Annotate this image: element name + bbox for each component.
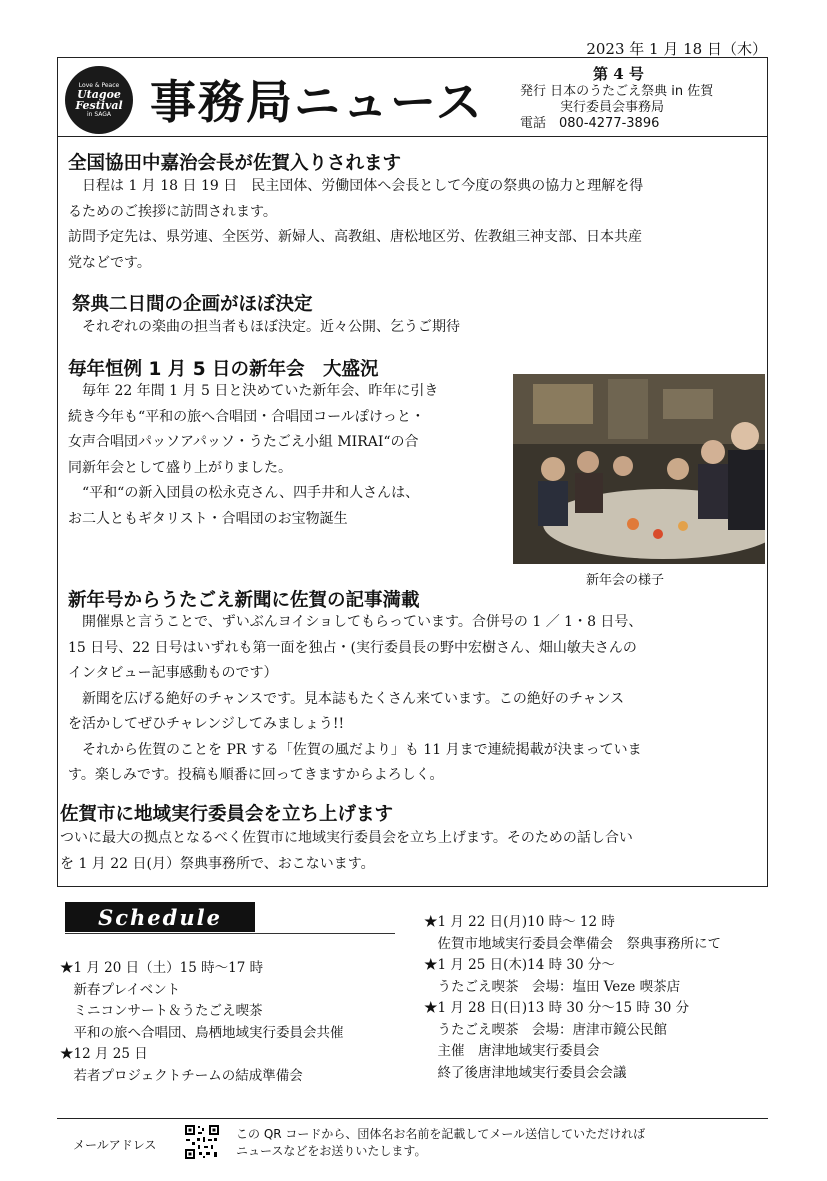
footer-note	[236, 1126, 645, 1160]
text-line: 開催県と言うことで、ずいぶんヨイショしてもらっています。合併号の 1 ／ 1・8 日号、	[68, 614, 643, 630]
text-line: 新聞を広げる絶好のチャンスです。見本誌もたくさん来ています。この絶好のチャンス	[68, 690, 625, 707]
article-title: 祭典二日間の企画がほぼ決定	[72, 294, 313, 315]
text-line: この QR コードから、団体名お名前を記載してメール送信していただければ	[236, 1127, 646, 1141]
schedule-item: 平和の旅へ合唱団、鳥栖地域実行委員会共催	[60, 1024, 344, 1041]
text-line: を活かしてぜひチャレンジしてみましょう!!	[68, 716, 345, 732]
logo-text-3: in SAGA	[86, 111, 112, 118]
text-line: 党などです。	[68, 254, 151, 271]
qr-code-icon[interactable]	[184, 1124, 220, 1160]
article-title: 全国協田中嘉治会長が佐賀入りされます	[68, 153, 402, 174]
text-line: す。楽しみです。投稿も順番に回ってきますからよろしく。	[68, 767, 444, 783]
footer-divider	[57, 1118, 768, 1119]
schedule-item: 新春プレイベント	[60, 981, 181, 998]
publisher-line: 発行 日本のうたごえ祭典 in 佐賀	[520, 84, 714, 99]
text-line: 15 日号、22 日号はいずれも第一面を独占・(実行委員長の野中宏樹さん、畑山敏夫さんの	[68, 639, 637, 656]
phone-number: 電話 080-4277-3896	[520, 116, 660, 131]
issue-number: 第 4 号	[593, 65, 644, 83]
schedule-item: 佐賀市地域実行委員会準備会 祭典事務所にて	[424, 935, 721, 952]
schedule-item: 終了後唐津地域実行委員会会議	[424, 1064, 627, 1081]
article-title: 毎年恒例 1 月 5 日の新年会 大盛況	[68, 359, 379, 380]
article-title: 新年号からうたごえ新聞に佐賀の記事満載	[68, 590, 420, 611]
page-title: 事務局ニュース	[150, 75, 484, 129]
text-line: 女声合唱団パッソアパッソ・うたごえ小組 MIRAI“の合	[68, 434, 419, 450]
schedule-item: ミニコンサート＆うたごえ喫茶	[60, 1003, 263, 1019]
logo-text-2: Utagoe Festival	[75, 88, 123, 112]
text-line: 続き今年も“平和の旅へ合唱団・合唱団コールぽけっと・	[68, 408, 425, 425]
article-body	[68, 610, 642, 789]
article-body	[68, 174, 643, 276]
mail-address-label: メールアドレス	[73, 1138, 157, 1152]
schedule-right-column	[424, 912, 721, 1084]
schedule-item: ★12 月 25 日	[60, 1046, 148, 1062]
text-line: ニュースなどをお送りいたします。	[236, 1144, 427, 1158]
festival-logo	[65, 66, 133, 134]
schedule-item: ★1 月 20 日（土）15 時～17 時	[60, 960, 264, 976]
schedule-left-column	[60, 958, 344, 1087]
issue-date: 2023 年 1 月 18 日（木）	[586, 40, 767, 58]
text-line: るためのご挨拶に訪問されます。	[68, 203, 277, 220]
new-year-party-photo	[513, 374, 765, 564]
schedule-item: ★1 月 28 日(日)13 時 30 分～15 時 30 分	[424, 1000, 690, 1016]
text-line: ついに最大の拠点となるべく佐賀市に地域実行委員会を立ち上げます。そのための話し合い	[60, 830, 633, 846]
article-body	[68, 379, 438, 532]
publisher-line: 実行委員会事務局	[560, 100, 665, 115]
text-line: 訪問予定先は、県労連、全医労、新婦人、高教組、唐松地区労、佐教組三神支部、日本共産	[68, 229, 642, 245]
text-line: “平和“の新入団員の松永克さん、四手井和人さんは、	[68, 485, 420, 501]
schedule-item: 主催 唐津地域実行委員会	[424, 1043, 600, 1059]
logo-text-1: Love & Peace	[78, 82, 120, 89]
text-line: それから佐賀のことを PR する「佐賀の風だより」も 11 月まで連続掲載が決まっていま	[68, 741, 642, 758]
schedule-item: ★1 月 22 日(月)10 時～ 12 時	[424, 914, 615, 930]
article-title: 佐賀市に地域実行委員会を立ち上げます	[60, 804, 394, 825]
article-body	[60, 826, 633, 877]
text-line: 毎年 22 年間 1 月 5 日と決めていた新年会、昨年に引き	[68, 383, 439, 399]
text-line: を 1 月 22 日(月）祭典事務所で、おこないます。	[60, 855, 375, 872]
schedule-badge: Schedule	[65, 902, 255, 932]
schedule-item: うたごえ喫茶 会場：塩田 Veze 喫茶店	[424, 978, 681, 995]
schedule-divider	[65, 933, 395, 934]
text-line: それぞれの楽曲の担当者もほぼ決定。近々公開、乞うご期待	[68, 319, 460, 335]
text-line: お二人ともギタリスト・合唱団のお宝物誕生	[68, 510, 348, 527]
schedule-item: うたごえ喫茶 会場：唐津市鏡公民館	[424, 1021, 667, 1038]
schedule-item: ★1 月 25 日(木)14 時 30 分～	[424, 957, 615, 973]
text-line: インタビュー記事感動ものです）	[68, 665, 278, 681]
text-line: 日程は 1 月 18 日 19 日 民主団体、労働団体へ会長として今度の祭典の協力と理解を得	[68, 178, 644, 194]
schedule-item: 若者プロジェクトチームの結成準備会	[60, 1067, 303, 1084]
publisher-info	[520, 84, 713, 132]
text-line: 同新年会として盛り上がりました。	[68, 459, 292, 476]
article-body	[68, 315, 460, 341]
photo-caption: 新年会の様子	[586, 573, 665, 588]
